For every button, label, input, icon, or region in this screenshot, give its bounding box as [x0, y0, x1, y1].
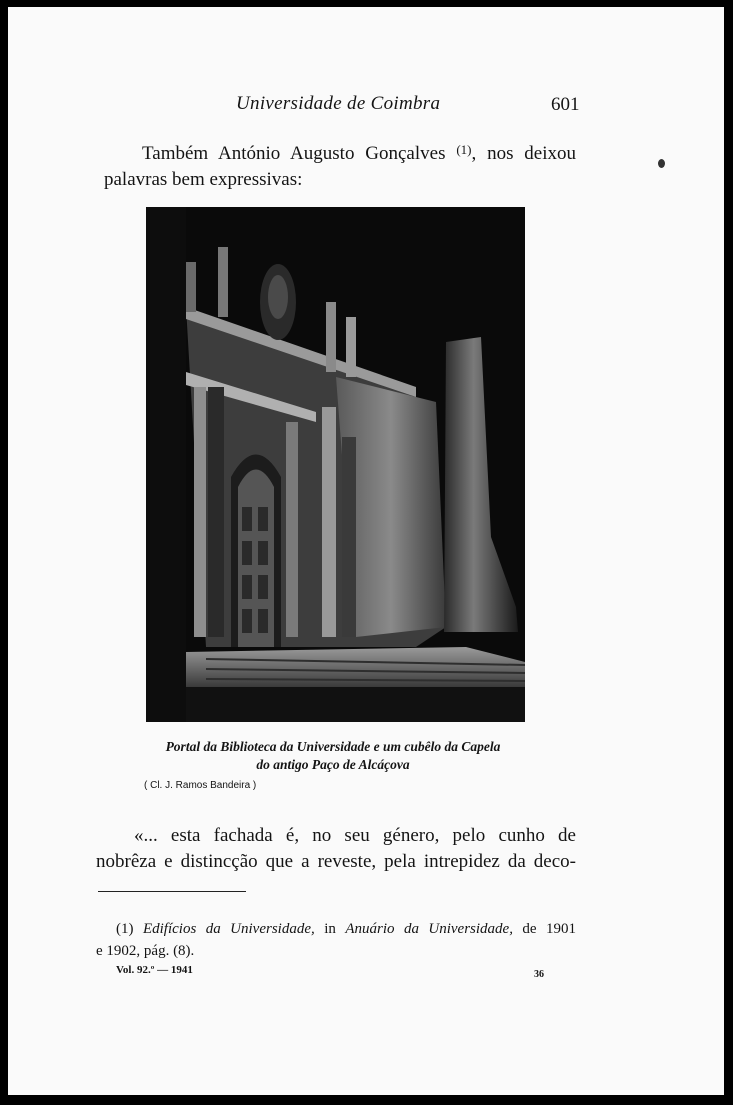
page-number: 601 — [551, 94, 580, 115]
figure-caption-line-2: do antigo Paço de Alcáçova — [256, 757, 410, 772]
running-header-title: Universidade de Coimbra — [236, 93, 441, 114]
photo-credit: ( Cl. J. Ramos Bandeira ) — [144, 780, 257, 791]
paragraph-intro — [104, 137, 576, 193]
signature-mark: 36 — [534, 969, 544, 980]
figure-caption — [126, 738, 540, 774]
ink-speck — [658, 159, 665, 168]
book-page — [8, 7, 724, 1095]
footnote-divider — [98, 891, 246, 892]
footnote-source: Anuário da Universidade, — [345, 921, 513, 937]
footnote-reference: (1) — [456, 142, 472, 157]
volume-line: Vol. 92.º — 1941 — [116, 964, 193, 976]
paragraph-quote-line-1: «... esta fachada é, no seu género, pelo cunho de — [134, 825, 576, 846]
footnote-line-1: (1) Edifícios da Universidade, in Anuário da Universidade, de 1901 — [116, 921, 577, 937]
figure-caption-line-1: Portal da Biblioteca da Universidade e um cubêlo da Capela — [165, 739, 501, 754]
footnote — [96, 918, 576, 962]
footnote-marker: (1) — [116, 921, 134, 937]
paragraph-quote — [96, 823, 576, 875]
footnote-line-2: e 1902, pág. (8). — [96, 943, 195, 959]
paragraph-quote-line-2: nobrêza e distincção que a reveste, pela intrepidez da deco- — [96, 851, 576, 872]
paragraph-intro-line-2: palavras bem expressivas: — [104, 169, 303, 190]
footnote-title: Edifícios da Universidade, — [142, 921, 315, 937]
library-portal-photograph — [146, 207, 525, 722]
paragraph-intro-line-1: Também António Augusto Gonçalves $^{(1)}$, nos deixou — [142, 142, 577, 164]
